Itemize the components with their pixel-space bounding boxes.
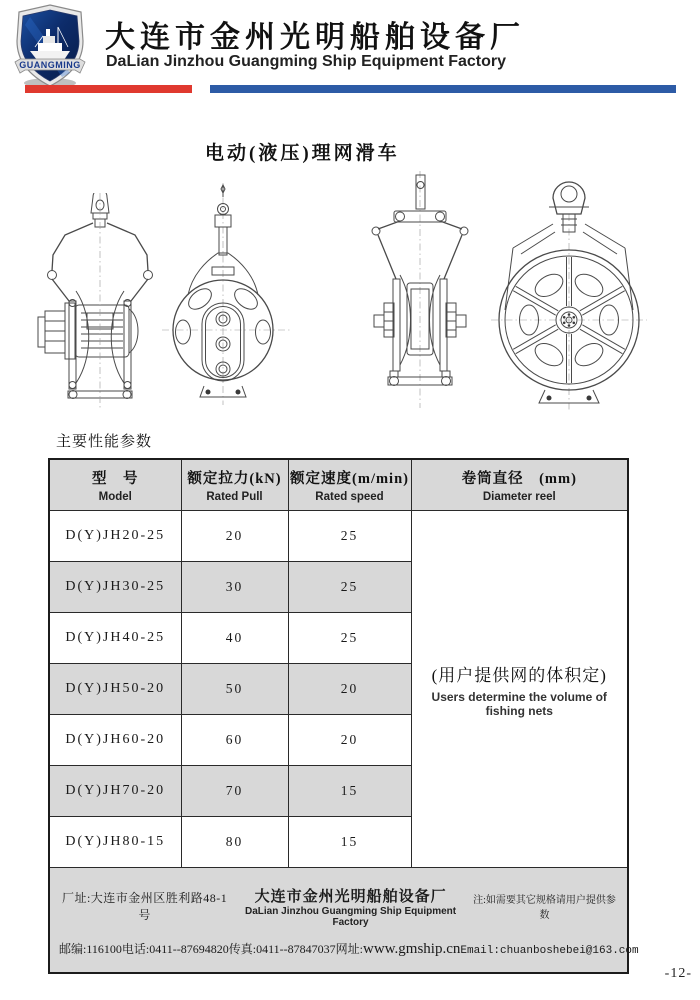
company-logo bbox=[10, 3, 90, 91]
header-model bbox=[49, 459, 181, 511]
model-cell: D(Y)JH50-20 bbox=[49, 664, 181, 715]
logo-text: GUANGMING bbox=[19, 60, 81, 70]
website-label: 网址: bbox=[335, 941, 364, 956]
model-cell: D(Y)JH40-25 bbox=[49, 613, 181, 664]
contact-row bbox=[49, 868, 628, 974]
header-rated-pull bbox=[181, 459, 288, 511]
drawing-front-view-plate bbox=[162, 183, 320, 405]
footer-company-en: DaLian Jinzhou Guangming Ship Equipment Factory bbox=[245, 905, 457, 928]
fax: 传真:0411--87847037 bbox=[228, 941, 336, 956]
header-rated-pull-en: Rated Pull bbox=[206, 491, 263, 503]
merged-cell-en: Users determine the volume of fishing nets bbox=[431, 689, 607, 718]
model-cell: D(Y)JH30-25 bbox=[49, 562, 181, 613]
footer-company-cn: 大连市金州光明船舶设备厂 bbox=[254, 888, 447, 905]
model-cell: D(Y)JH80-15 bbox=[49, 817, 181, 868]
speed-cell: 25 bbox=[288, 613, 411, 664]
company-name-en: DaLian Jinzhou Guangming Ship Equipment Factory bbox=[106, 53, 507, 70]
header-rated-speed bbox=[288, 459, 411, 511]
drawing-side-view-motor bbox=[35, 193, 165, 408]
header-rated-speed-cn: 额定速度(m/min) bbox=[290, 471, 409, 487]
header-model-cn: 型 号 bbox=[92, 471, 139, 487]
website-url: www.gmship.cn bbox=[363, 940, 461, 957]
email: Email:chuanboshebei@163.com bbox=[460, 944, 639, 957]
section-label: 主要性能参数 bbox=[56, 434, 153, 450]
drawing-front-view-wheel bbox=[483, 170, 655, 412]
speed-cell: 20 bbox=[288, 664, 411, 715]
pull-cell: 50 bbox=[181, 664, 288, 715]
spec-table bbox=[48, 458, 639, 974]
speed-cell: 20 bbox=[288, 715, 411, 766]
drawing-side-view-symmetric bbox=[366, 171, 474, 408]
company-name-cn: 大连市金州光明船舶设备厂 bbox=[105, 21, 525, 54]
page-number: -12- bbox=[664, 966, 692, 981]
header-diameter-reel-cn: 卷筒直径 (mm) bbox=[461, 471, 577, 487]
speed-cell: 15 bbox=[288, 766, 411, 817]
table-header-row bbox=[49, 459, 628, 511]
merged-cell-cn: (用户提供网的体积定) bbox=[431, 665, 607, 685]
page-title: 电动(液压)理网滑车 bbox=[205, 143, 400, 164]
model-cell: D(Y)JH70-20 bbox=[49, 766, 181, 817]
factory-address: 厂址:大连市金州区胜利路48-1号 bbox=[61, 891, 228, 922]
header-red-bar bbox=[25, 85, 192, 93]
merged-diameter-cell bbox=[411, 511, 628, 868]
header-model-en: Model bbox=[98, 491, 132, 503]
speed-cell: 25 bbox=[288, 562, 411, 613]
header-rated-pull-cn: 额定拉力(kN) bbox=[187, 471, 282, 487]
pull-cell: 80 bbox=[181, 817, 288, 868]
website bbox=[336, 940, 461, 958]
pull-cell: 60 bbox=[181, 715, 288, 766]
pull-cell: 40 bbox=[181, 613, 288, 664]
postcode: 邮编:116100 bbox=[59, 941, 122, 956]
pull-cell: 20 bbox=[181, 511, 288, 562]
footer-note: 注:如需要其它规格请用户提供参数 bbox=[473, 895, 616, 921]
table-row bbox=[49, 511, 628, 562]
pull-cell: 30 bbox=[181, 562, 288, 613]
pull-cell: 70 bbox=[181, 766, 288, 817]
phone: 电话:0411--87694820 bbox=[121, 941, 229, 956]
model-cell: D(Y)JH60-20 bbox=[49, 715, 181, 766]
speed-cell: 15 bbox=[288, 817, 411, 868]
header-diameter-reel bbox=[411, 459, 628, 511]
model-cell: D(Y)JH20-25 bbox=[49, 511, 181, 562]
header-rated-speed-en: Rated speed bbox=[315, 491, 384, 503]
speed-cell: 25 bbox=[288, 511, 411, 562]
header-blue-bar bbox=[210, 85, 676, 93]
header-diameter-reel-en: Diameter reel bbox=[482, 491, 556, 503]
